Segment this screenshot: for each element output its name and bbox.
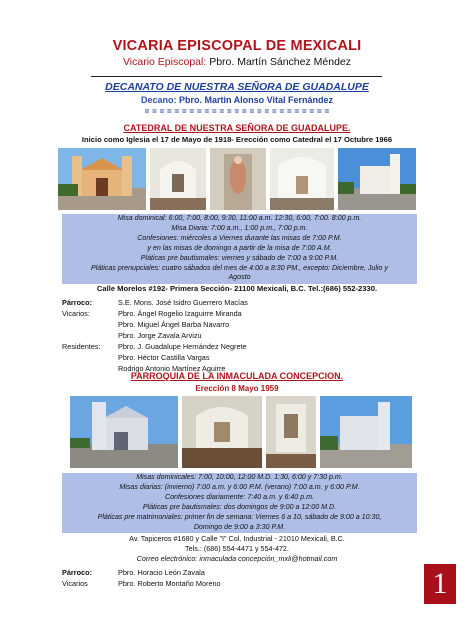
schedule-line: Misas diarias: (invierno) 7:00 a.m. y 6:00 P.M. (verano) 7:00 a.m. y 6:00 P.M. (119, 482, 360, 491)
vicar-line (0, 56, 474, 68)
clergy-role: Párroco: (62, 568, 93, 577)
catedral-schedule-box (62, 214, 417, 284)
clergy-name: Pbro. J. Guadalupe Hernández Negrete (118, 342, 247, 351)
divider (91, 76, 382, 77)
cathedral-street-photo (338, 148, 416, 210)
decano-line (0, 95, 474, 105)
schedule-line: Confesiones diariamente: 7:40 a.m. y 6:40 p.m. (164, 492, 315, 501)
schedule-line: Misas dominicales: 7:00, 10:00, 12:00 M.D. 1:30, 6:00 y 7:30 p.m. (136, 473, 343, 481)
clergy-name: Pbro. Roberto Montaño Moreno (118, 579, 221, 588)
inmaculada-schedule-box (62, 473, 417, 533)
vicar-name: Pbro. Martín Sánchez Méndez (209, 56, 352, 68)
inmaculada-subtitle: Erección 8 Mayo 1959 (195, 384, 279, 393)
clergy-name: Pbro. Ángel Rogelio Izaguirre Miranda (118, 309, 242, 318)
clergy-name: Rodrigo Antonio Martínez Aguirre (118, 364, 226, 373)
clergy-role: Vicarios: (62, 309, 90, 318)
schedule-line: Pláticas pre matrimoniales: primer fin de semana: Viernes 6 a 10, sábado de 9:00 a 10:30, (97, 512, 382, 521)
clergy-role: Párroco: (62, 298, 93, 307)
inmaculada-address: Av. Tapiceros #1680 y Calle "I" Col. Industrial - 21010 Mexicali, B.C. (129, 534, 345, 543)
clergy-name: S.E. Mons. José Isidro Guerrero Macías (118, 298, 248, 307)
clergy-name: Pbro. Héctor Castilla Vargas (118, 353, 210, 362)
schedule-line: y en las misas de domingo a partir de la misa de 7:00 A.M. (147, 243, 332, 252)
schedule-line: Pláticas pre bautismales: dos domingos de 9:00 a 12:00 M.D. (142, 502, 337, 511)
vicar-label: Vicario Episcopal: (122, 56, 207, 68)
cathedral-interior-photo (270, 148, 334, 210)
catedral-subtitle: Inicio como Iglesia el 17 de Mayo de 1918- Erección como Catedral el 17 Octubre 1966 (81, 135, 393, 144)
page-title: VICARIA EPISCOPAL DE MEXICALI (112, 38, 362, 54)
schedule-line: Misa dominical: 6:00, 7:00, 8:00, 9:30, 11:00 a.m. 12:30, 6:00, 7:00. 8:00 p.m. (117, 214, 362, 222)
decano-label: Decano: (140, 95, 177, 105)
clergy-name: Pbro. Jorge Zavala Arvizu (118, 331, 202, 340)
decano-name: Pbro. Martin Alonso Vital Fernández (179, 95, 334, 105)
inmaculada-title: PARROQUIA DE LA INMACULADA CONCEPCION. (130, 371, 344, 381)
catedral-address: Calle Morelos #192- Primera Sección- 21100 Mexicali, B.C. Tel.:(686) 552-2330. (96, 284, 378, 293)
schedule-line: Confesiones: miércoles a Viernes durante las misas de 7:00 P.M. (137, 233, 342, 242)
clergy-role: Vicarios (62, 579, 88, 588)
clergy-name: Pbro. Miguel Ángel Barba Navarro (118, 320, 230, 329)
inmaculada-nave-photo (182, 396, 262, 468)
schedule-line: Agosto (228, 273, 251, 282)
separator-line: = = = = = = = = = = = = = = = = = = = = = = = = = (144, 107, 330, 116)
inmaculada-side-photo (320, 396, 412, 468)
inmaculada-exterior-photo (70, 396, 178, 468)
schedule-line: Domingo de 9:00 a 3:30 P.M. (193, 522, 286, 531)
schedule-line: Pláticas prenupciales: cuatro sábados del mes de 4:00 a 8:30 PM., excepto: Diciembre, Julio y (91, 263, 388, 272)
clergy-name: Pbro. Horacio León Zavala (118, 568, 205, 577)
inmaculada-phones: Tels.: (686) 554-4471 y 554-472. (185, 544, 289, 553)
cathedral-altar-photo (150, 148, 206, 210)
cathedral-exterior-photo (58, 148, 146, 210)
decanato-title: DECANATO DE NUESTRA SEÑORA DE GUADALUPE (105, 81, 369, 93)
inmaculada-altar-photo (266, 396, 316, 468)
schedule-line: Pláticas pre bautismales: viernes y sábado de 7:00 a 9:00 P.M. (140, 253, 339, 262)
page-number-badge: 1 (424, 564, 456, 604)
cathedral-statue-photo (210, 148, 266, 210)
catedral-title: CATEDRAL DE NUESTRA SEÑORA DE GUADALUPE. (123, 123, 351, 133)
inmaculada-email: Correo electrónico: inmaculada concepción_mxli@hotmail.com (136, 554, 338, 563)
clergy-role: Residentes: (62, 342, 101, 351)
schedule-line: Misa Diaria: 7:00 a.m., 1:00 p.m., 7:00 p.m. (171, 223, 308, 232)
